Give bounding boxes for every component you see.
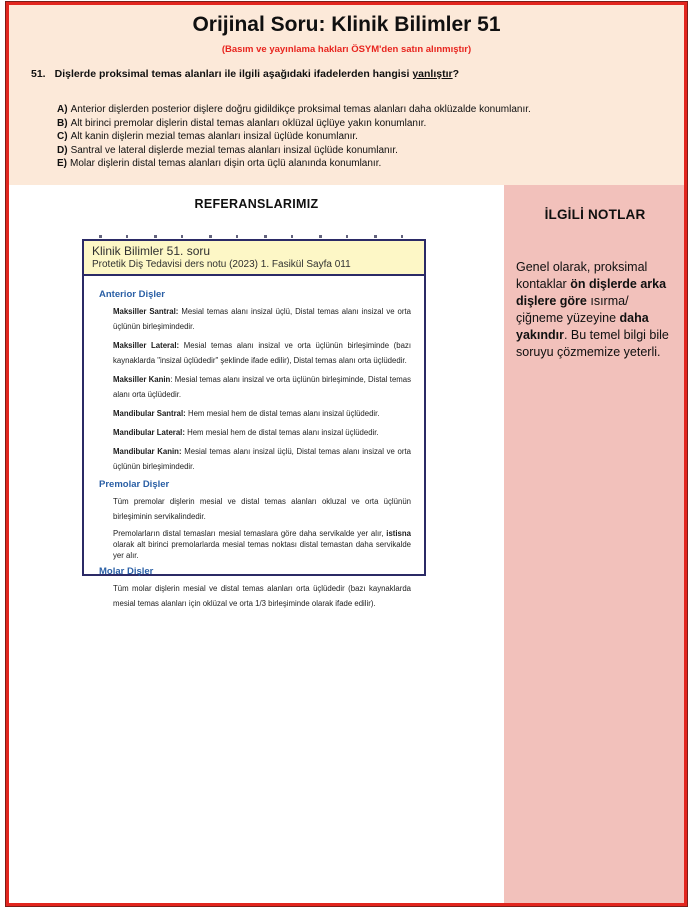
page-title: Orijinal Soru: Klinik Bilimler 51: [192, 13, 501, 36]
section-paragraph: Maksiller Kanin: Mesial temas alanı insizal ve orta üçlünün birleşiminde, Distal temas alanı orta üçlüdedir.: [113, 375, 412, 399]
section-heading: Anterior Dişler: [99, 289, 165, 300]
option-label: C): [57, 131, 68, 143]
notes-sidebar: [504, 185, 684, 903]
note-paragraph: Genel olarak, proksimal kontaklar ön dişlerde arka dişlere göre ısırma/çiğneme yüzeyine daha yakındır. Bu temel bilgi bile soruyu çözmemize yeterli.: [516, 260, 669, 359]
clipped-text-artifact: [99, 235, 429, 238]
question-section: [9, 5, 684, 185]
document-page: [5, 1, 688, 907]
reference-box: [82, 239, 426, 608]
answer-option: [57, 144, 668, 158]
answer-option: [57, 103, 668, 117]
reference-box-body: [84, 276, 424, 611]
section-paragraph: Mandibular Santral: Hem mesial hem de distal temas alanı insizal üçlüdedir.: [113, 409, 380, 418]
option-label: A): [57, 104, 68, 115]
references-column: [9, 185, 504, 903]
reference-title: Klinik Bilimler 51. soru: [92, 244, 211, 258]
question-text: Dişlerde proksimal temas alanları ile ilgili aşağıdaki ifadelerden hangisi yanlıştır?: [54, 68, 460, 80]
option-text: Anterior dişlerden posterior dişlere doğru gidildikçe proksimal temas alanları daha oklüzalde konumlanır.: [70, 104, 531, 115]
reference-source: Protetik Diş Tedavisi ders notu (2023) 1. Fasikül Sayfa 011: [92, 259, 351, 270]
section-paragraph: Mandibular Lateral: Hem mesial hem de distal temas alanı insizal üçlüdedir.: [113, 428, 379, 437]
option-label: B): [57, 117, 68, 129]
option-text: Molar dişlerin distal temas alanları dişin orta üçlü alanında konumlanır.: [70, 158, 382, 170]
section-paragraph: Maksiller Santral: Mesial temas alanı insizal üçlü, Distal temas alanı insizal ve orta üçlünün birleşimindedir.: [113, 307, 411, 331]
section-paragraph: Tüm molar dişlerin mesial ve distal temas alanları orta üçlüdedir (bazı kaynaklarda mesial temas alanları için oklüzal ve orta 1/3 birleşiminde olarak ifade edilir).: [113, 584, 411, 608]
lower-content: [9, 185, 684, 903]
answer-option: [57, 157, 668, 171]
option-label: E): [57, 158, 67, 170]
section-heading: Molar Dişler: [99, 566, 154, 577]
section-paragraph: Mandibular Kanin: Mesial temas alanı insizal üçlü, Distal temas alanı insizal ve orta üçlünün birleşimindedir.: [113, 447, 411, 471]
page-frame: [6, 2, 687, 906]
underlined-word: yanlıştır: [412, 68, 453, 80]
reference-box-header: [84, 241, 424, 276]
section-paragraph: Maksiller Lateral: Mesial temas alanı insizal ve orta üçlünün birleşiminde (bazı kaynaklarda "insizal üçlüdedir" şeklinde ifade edilir), Distal temas alanı orta üçlüdedir.: [113, 341, 411, 365]
option-label: D): [57, 144, 68, 156]
section-paragraph: Premolarların distal temasları mesial temaslara göre daha servikalde yer alır, istisna olarak alt birinci premolarlarda mesial temas noktası distal temastan daha servikalde yer alır.: [113, 529, 411, 560]
section-paragraph: Tüm premolar dişlerin mesial ve distal temas alanları okluzal ve orta üçlünün birleşiminin servikalindedir.: [113, 497, 411, 521]
notes-heading: İLGİLİ NOTLAR: [544, 207, 646, 222]
options-list: [57, 103, 668, 171]
references-heading: REFERANSLARIMIZ: [194, 197, 319, 211]
option-text: Alt kanin dişlerin mezial temas alanları insizal üçlüde konumlanır.: [70, 131, 358, 143]
question: [31, 68, 668, 81]
question-number: 51.: [31, 68, 46, 80]
section-heading: Premolar Dişler: [99, 479, 170, 490]
answer-option: [57, 117, 668, 131]
copyright-note: (Basım ve yayınlama hakları ÖSYM'den satın alınmıştır): [221, 44, 472, 55]
answer-option: [57, 130, 668, 144]
option-text: Alt birinci premolar dişlerin distal temas alanları oklüzal üçlüye yakın konumlanır.: [70, 117, 427, 129]
option-text: Santral ve lateral dişlerde mezial temas alanları insizal üçlüde konumlanır.: [70, 144, 398, 156]
